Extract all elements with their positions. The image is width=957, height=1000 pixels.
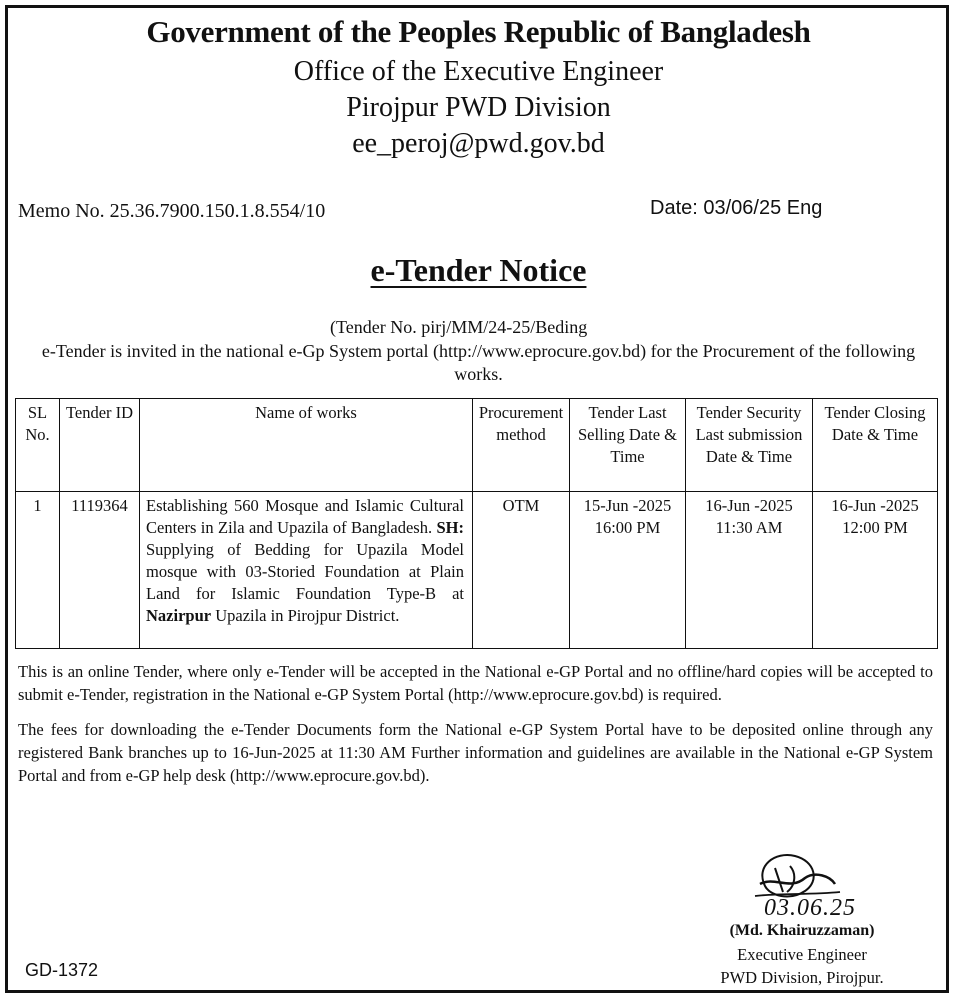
selling-date: 15-Jun -2025 [583, 496, 672, 515]
header-procurement-method: Procurement method [473, 399, 570, 492]
works-middle: Supplying of Bedding for Upazila Model mosque with 03-Storied Foundation at Plain Land for Islamic Foundation Type-B at [146, 540, 464, 603]
header-sl: SL No. [16, 399, 60, 492]
invitation-text: e-Tender is invited in the national e-Gp System portal (http://www.eprocure.gov.bd) for the Procurement of the following works. [41, 341, 916, 384]
signatory-title: Executive Engineer [737, 945, 867, 964]
memo-date: Date: 03/06/25 Eng [650, 197, 823, 219]
cell-name-of-works [140, 492, 473, 649]
fees-paragraph: The fees for downloading the e-Tender Documents form the National e-GP System Portal have to be deposited online through any registered Bank branches up to 16-Jun-2025 at 11:30 AM Further information and guidelines are available in the National e-GP System Portal and from e-GP help desk (http://www.eprocure.gov.bd). [18, 720, 933, 785]
cell-selling-date [570, 492, 686, 649]
office-heading: Office of the Executive Engineer [293, 56, 664, 87]
tender-number: (Tender No. pirj/MM/24-25/Beding [330, 317, 588, 337]
works-sh-label: SH: [436, 518, 464, 537]
signatory-office: PWD Division, Pirojpur. [720, 968, 884, 987]
table-header-row [16, 399, 938, 492]
header-security-date: Tender Security Last submission Date & Time [686, 399, 813, 492]
table-row [16, 492, 938, 649]
works-intro: Establishing 560 Mosque and Islamic Cultural Centers in Zila and Upazila of Bangladesh. [146, 496, 464, 537]
selling-time: 16:00 PM [594, 518, 661, 537]
works-end: Upazila in Pirojpur District. [215, 606, 400, 625]
government-heading: Government of the Peoples Republic of Bangladesh [146, 14, 811, 49]
works-location: Nazirpur [146, 606, 212, 625]
header-closing-date: Tender Closing Date & Time [813, 399, 938, 492]
security-time: 11:30 AM [715, 518, 783, 537]
memo-number: Memo No. 25.36.7900.150.1.8.554/10 [18, 200, 326, 222]
cell-tender-id: 1119364 [60, 492, 140, 649]
cell-sl: 1 [16, 492, 60, 649]
email-heading: ee_peroj@pwd.gov.bd [352, 128, 605, 159]
tender-table [15, 398, 938, 649]
cell-security-date [686, 492, 813, 649]
closing-date: 16-Jun -2025 [831, 496, 919, 515]
online-tender-paragraph: This is an online Tender, where only e-Tender will be accepted in the National e-GP Portal and no offline/hard copies will be accepted to submit e-Tender, registration in the National e-GP System Portal (http://www.eprocure.gov.bd) is required. [18, 662, 933, 704]
notice-title: e-Tender Notice [370, 252, 587, 288]
header-selling-date: Tender Last Selling Date & Time [570, 399, 686, 492]
gd-code: GD-1372 [25, 960, 99, 980]
signatory-name: (Md. Khairuzzaman) [729, 922, 875, 939]
closing-time: 12:00 PM [842, 518, 908, 537]
header-tender-id: Tender ID [60, 399, 140, 492]
header-name-of-works: Name of works [140, 399, 473, 492]
division-heading: Pirojpur PWD Division [346, 92, 611, 123]
cell-procurement-method: OTM [473, 492, 570, 649]
signature-date: 03.06.25 [764, 895, 856, 921]
cell-closing-date [813, 492, 938, 649]
security-date: 16-Jun -2025 [705, 496, 793, 515]
